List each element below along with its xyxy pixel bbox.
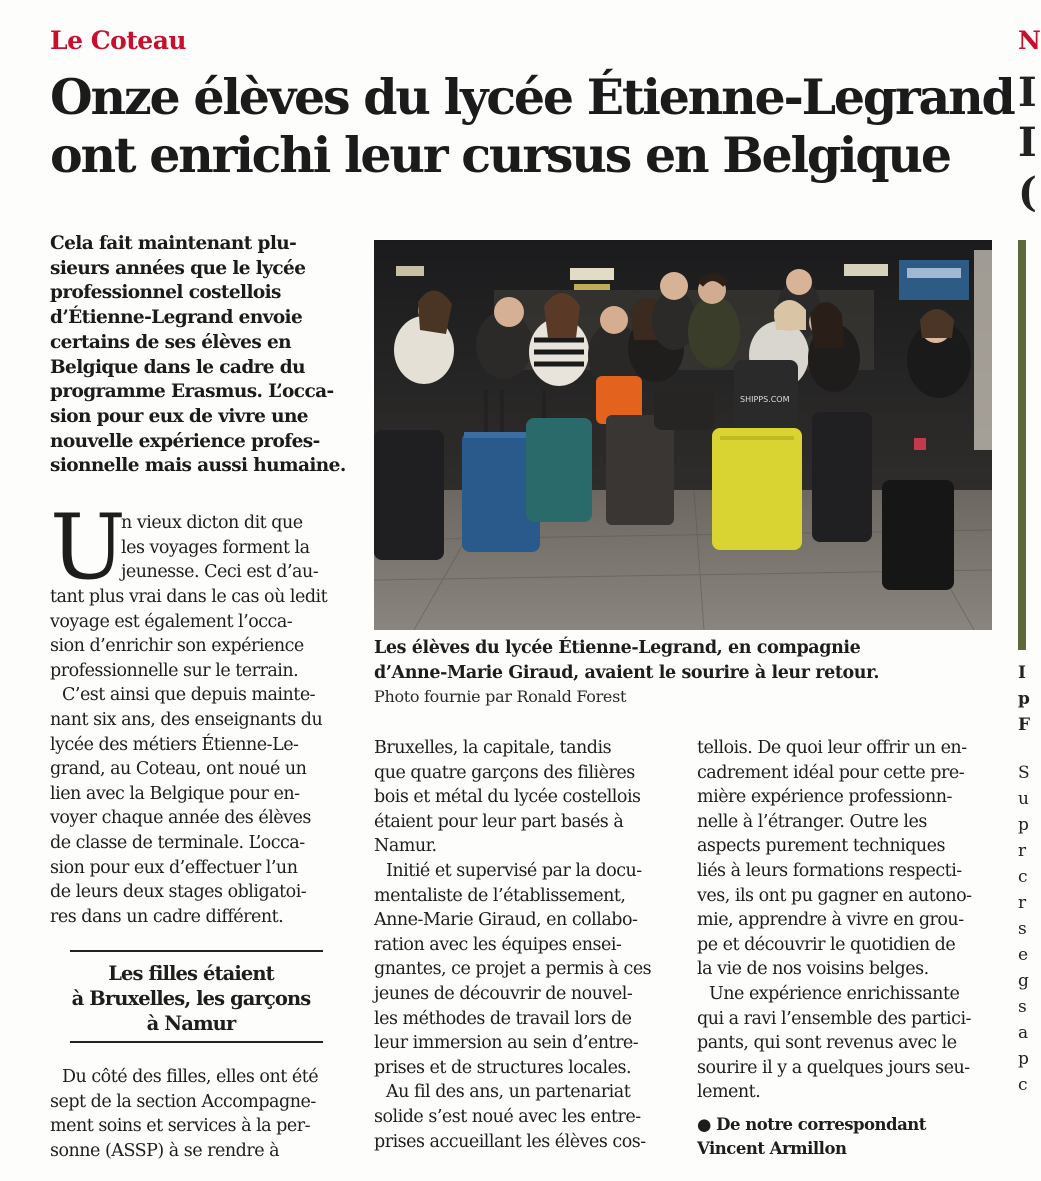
col1-line: sept de la section Accompagne-: [50, 1091, 316, 1112]
lead-line: programme Erasmus. L’occa-: [50, 381, 334, 403]
col2-line: les méthodes de travail lors de: [374, 1008, 632, 1029]
adjacent-column-line: s: [1018, 919, 1027, 939]
col1-line: jeunesse. Ceci est d’au-: [121, 562, 319, 583]
lead-line: d’Étienne-Legrand envoie: [50, 307, 303, 329]
adjacent-column-line: s: [1018, 997, 1027, 1017]
adjacent-column-line: p: [1018, 815, 1029, 835]
lead-line: Cela fait maintenant plu-: [50, 233, 297, 254]
col3-line: qui a ravi l’ensemble des partici-: [697, 1008, 971, 1029]
adjacent-heading-line: (: [1018, 169, 1037, 216]
col2-line: étaient pour leur part basés à: [374, 811, 624, 832]
col3-line: la vie de nos voisins belges.: [697, 959, 929, 980]
adjacent-column-fragment: [1018, 760, 1030, 1098]
section-rubric: Le Coteau: [50, 26, 187, 55]
col2-line: Initié et supervisé par la docu-: [386, 860, 642, 881]
adjacent-rubric-fragment: N: [1018, 26, 1041, 55]
col2-line: Namur.: [374, 836, 437, 857]
lead-line: professionnel costellois: [50, 282, 281, 304]
adjacent-column-line: c: [1018, 867, 1028, 887]
train-station-photo: [374, 240, 992, 630]
adjacent-caption-line: I: [1018, 663, 1026, 683]
body-column-1: [50, 585, 350, 929]
lead-paragraph: [50, 232, 350, 479]
intertitle-line: à Bruxelles, les garçons: [71, 987, 311, 1010]
col3-line: sourire il y a quelques jours seu-: [697, 1057, 970, 1078]
adjacent-caption-fragment: [1018, 660, 1031, 738]
col2-line: prises et de structures locales.: [374, 1057, 632, 1078]
lead-line: certains de ses élèves en: [50, 331, 292, 353]
col1-line: ment soins et services à la per-: [50, 1116, 311, 1137]
lead-line: sieurs années que le lycée: [50, 257, 306, 279]
col2-line: mentaliste de l’établissement,: [374, 885, 626, 906]
col2-line: Bruxelles, la capitale, tandis: [374, 738, 612, 758]
col3-line: mie, apprendre à vivre en grou-: [697, 910, 964, 931]
col2-line: gnantes, ce projet a permis à ces: [374, 959, 652, 980]
col1-line: sion pour eux d’effectuer l’un: [50, 857, 298, 878]
col2-line: jeunes de découvrir de nouvel-: [374, 983, 633, 1004]
col2-line: prises accueillant les élèves cos-: [374, 1131, 646, 1152]
adjacent-column-line: S: [1018, 763, 1030, 783]
col1-line: res dans un cadre différent.: [50, 906, 284, 927]
col3-line: ves, ils ont pu gagner en autono-: [697, 885, 972, 906]
adjacent-column-line: g: [1018, 971, 1029, 991]
adjacent-caption-line: p: [1018, 689, 1030, 709]
col1-line: C’est ainsi que depuis mainte-: [62, 685, 316, 706]
headline-line-1: Onze élèves du lycée Étienne-Legrand: [50, 68, 1014, 126]
signature: [697, 1113, 926, 1161]
col1-line: de leurs deux stages obligatoi-: [50, 882, 307, 903]
col2-line: leur immersion au sein d’entre-: [374, 1033, 639, 1054]
body-column-3: [697, 736, 997, 1105]
lead-line: sionnelle mais aussi humaine.: [50, 455, 346, 477]
col2-line: solide s’est noué avec les entre-: [374, 1106, 641, 1127]
col3-line: mière expérience professionn-: [697, 787, 952, 808]
col1-line: de classe de terminale. L’occa-: [50, 832, 305, 853]
adjacent-photo-fragment: [1018, 240, 1026, 650]
adjacent-caption-line: F: [1018, 715, 1031, 735]
col2-line: ration avec les équipes ensei-: [374, 934, 622, 955]
headline: [50, 68, 1014, 184]
caption-line-1: Les élèves du lycée Étienne-Legrand, en compagnie: [374, 638, 861, 658]
col3-line: liés à leurs formations respecti-: [697, 860, 962, 881]
col2-line: Anne-Marie Giraud, en collabo-: [374, 910, 638, 931]
adjacent-column-line: r: [1018, 841, 1027, 861]
col1-line: professionnelle sur le terrain.: [50, 660, 299, 681]
adjacent-column-line: u: [1018, 789, 1029, 809]
body-column-1-continued: [50, 1065, 350, 1163]
lead-line: Belgique dans le cadre du: [50, 356, 305, 378]
adjacent-column-line: p: [1018, 1049, 1029, 1069]
group-photo: [374, 240, 992, 630]
body-column-1-dropcap-lines: [121, 511, 351, 585]
adjacent-heading-line: I: [1018, 119, 1037, 166]
bullet-icon: ●: [697, 1115, 711, 1134]
drop-cap: U: [50, 495, 126, 600]
col1-line: voyer chaque année des élèves: [50, 808, 311, 829]
lead-line: nouvelle expérience profes-: [50, 430, 320, 452]
col3-line: Une expérience enrichissante: [709, 983, 960, 1004]
col1-line: tant plus vrai dans le cas où ledit: [50, 587, 328, 607]
col3-line: tellois. De quoi leur offrir un en-: [697, 738, 967, 758]
col1-line: voyage est également l’occa-: [50, 611, 293, 632]
lead-line: sion pour eux de vivre une: [50, 405, 308, 427]
col2-line: Au fil des ans, un partenariat: [386, 1082, 631, 1103]
col3-line: lement.: [697, 1082, 761, 1103]
body-column-2: [374, 736, 674, 1154]
photo-caption: [374, 636, 992, 685]
col3-line: pe et découvrir le quotidien de: [697, 934, 956, 955]
signature-name: Vincent Armillon: [697, 1139, 847, 1158]
adjacent-column-line: a: [1018, 1023, 1029, 1043]
adjacent-column-line: c: [1018, 1075, 1028, 1095]
intertitle-line: Les filles étaient: [108, 962, 274, 985]
col3-line: cadrement idéal pour cette pre-: [697, 762, 965, 783]
signature-role: De notre correspondant: [716, 1115, 926, 1134]
col1-line: n vieux dicton dit que: [121, 513, 303, 533]
intertitle-top-rule: [70, 950, 323, 952]
adjacent-heading-fragment: [1018, 68, 1037, 218]
adjacent-column-line: r: [1018, 893, 1027, 913]
intertitle-line: à Namur: [146, 1012, 236, 1035]
col3-line: aspects purement techniques: [697, 836, 946, 857]
col1-line: les voyages forment la: [121, 537, 310, 558]
col1-line: grand, au Coteau, ont noué un: [50, 759, 307, 780]
col2-line: bois et métal du lycée costellois: [374, 787, 641, 808]
col1-line: lycée des métiers Étienne-Le-: [50, 734, 299, 755]
col1-line: sion d’enrichir son expérience: [50, 636, 304, 657]
bag-print: SHIPPS.COM: [740, 395, 790, 404]
col3-line: nelle à l’étranger. Outre les: [697, 811, 927, 832]
col1-line: lien avec la Belgique pour en-: [50, 783, 300, 804]
intertitle: [60, 961, 322, 1036]
adjacent-heading-line: I: [1018, 69, 1037, 116]
col2-line: que quatre garçons des filières: [374, 762, 635, 783]
intertitle-bottom-rule: [70, 1041, 323, 1043]
photo-credit: Photo fournie par Ronald Forest: [374, 687, 627, 706]
headline-line-2: ont enrichi leur cursus en Belgique: [50, 126, 950, 184]
adjacent-column-line: e: [1018, 945, 1029, 965]
col1-line: sonne (ASSP) à se rendre à: [50, 1140, 280, 1161]
caption-line-2: d’Anne-Marie Giraud, avaient le sourire à leur retour.: [374, 662, 880, 683]
col1-line: nant six ans, des enseignants du: [50, 709, 323, 730]
col1-line: Du côté des filles, elles ont été: [62, 1067, 319, 1087]
col3-line: pants, qui sont revenus avec le: [697, 1033, 957, 1054]
